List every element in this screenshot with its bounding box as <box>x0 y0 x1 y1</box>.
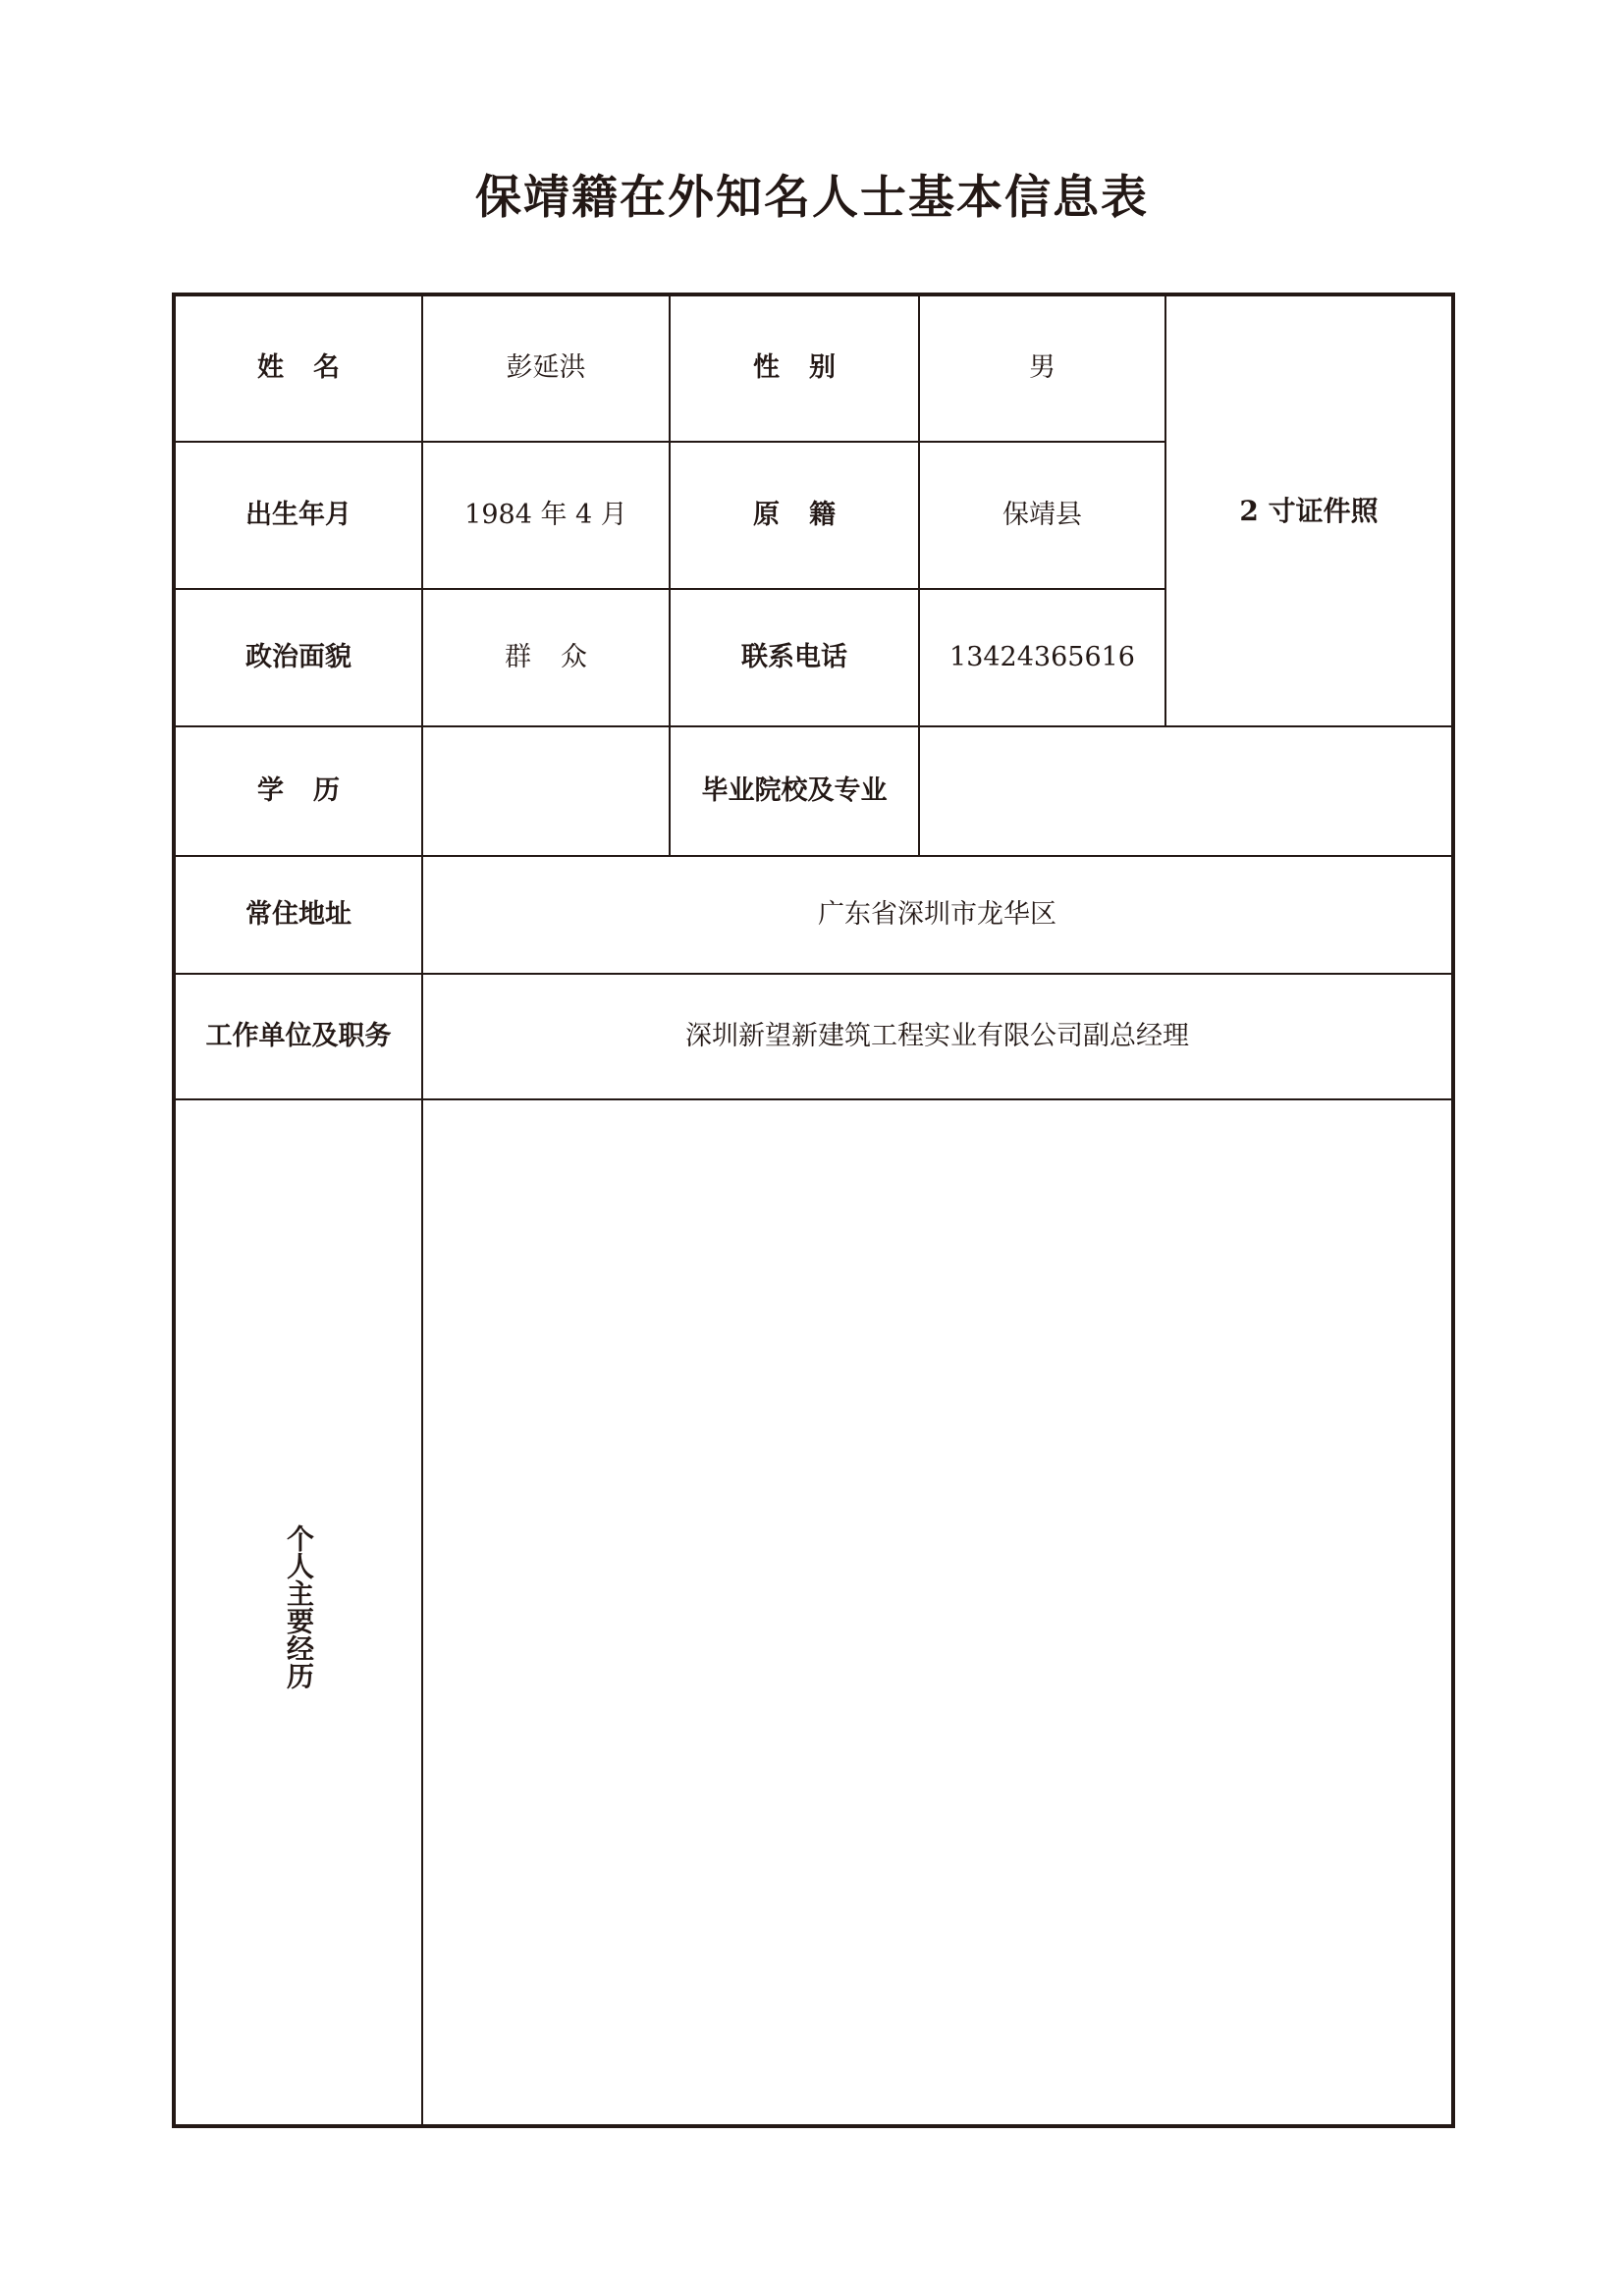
cell-label-gender <box>670 294 919 442</box>
label-education-char2: 历 <box>313 774 340 806</box>
cell-value-school-major[interactable] <box>919 726 1453 856</box>
cell-label-personal-experience <box>174 1099 422 2126</box>
cell-value-address[interactable]: 广东省深圳市龙华区 <box>422 856 1453 974</box>
label-givenname-char: 名 <box>313 352 340 384</box>
cell-label-education <box>174 726 422 856</box>
basic-info-table <box>172 293 1455 2128</box>
cell-label-name <box>174 294 422 442</box>
cell-value-gender[interactable]: 男 <box>919 294 1165 442</box>
table-row-name <box>174 294 1453 442</box>
cell-value-employer[interactable]: 深圳新望新建筑工程实业有限公司副总经理 <box>422 974 1453 1099</box>
cell-value-phone[interactable]: 13424365616 <box>919 589 1165 726</box>
cell-value-name[interactable]: 彭延洪 <box>422 294 670 442</box>
cell-label-school-major: 毕业院校及专业 <box>670 726 919 856</box>
label-gender-char2: 别 <box>809 352 836 384</box>
label-surname-char: 姓 <box>257 352 284 384</box>
cell-label-address: 常住地址 <box>174 856 422 974</box>
page-title: 保靖籍在外知名人士基本信息表 <box>475 171 1149 225</box>
vertical-label-personal-experience: 个人主要经历 <box>283 1524 315 1690</box>
table-row-address <box>174 856 1453 974</box>
cell-value-personal-experience[interactable] <box>422 1099 1453 2126</box>
value-political-char2: 众 <box>561 641 587 672</box>
label-origin-char2: 籍 <box>809 499 836 530</box>
cell-photo-placeholder[interactable]: 2 寸证件照 <box>1165 294 1453 726</box>
label-education-char1: 学 <box>257 774 284 806</box>
cell-value-education[interactable] <box>422 726 670 856</box>
label-origin-char1: 原 <box>753 499 780 530</box>
cell-value-origin[interactable]: 保靖县 <box>919 442 1165 589</box>
table-row-experience <box>174 1099 1453 2126</box>
table-row-education <box>174 726 1453 856</box>
cell-label-employer: 工作单位及职务 <box>174 974 422 1099</box>
cell-label-birth-date: 出生年月 <box>174 442 422 589</box>
cell-value-political-status[interactable] <box>422 589 670 726</box>
cell-label-phone: 联系电话 <box>670 589 919 726</box>
label-gender-char1: 性 <box>753 352 780 384</box>
value-political-char1: 群 <box>505 641 531 672</box>
cell-label-origin <box>670 442 919 589</box>
cell-value-birth-date[interactable]: 1984 年 4 月 <box>422 442 670 589</box>
cell-label-political-status: 政治面貌 <box>174 589 422 726</box>
table-row-employer <box>174 974 1453 1099</box>
